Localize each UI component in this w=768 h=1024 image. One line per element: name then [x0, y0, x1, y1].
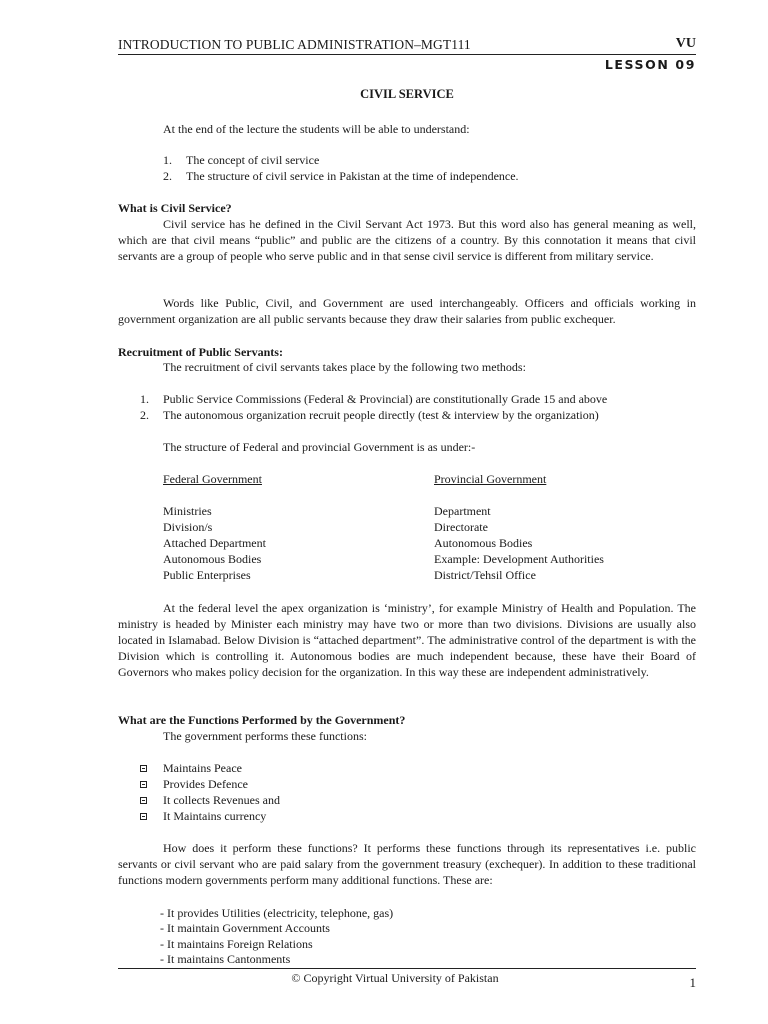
- method-item: Public Service Commissions (Federal & Provincial) are constitutionally Grade 15 and above: [163, 392, 608, 406]
- header-rule: [118, 54, 696, 55]
- section-heading-what-is: What is Civil Service?: [118, 201, 232, 215]
- federal-item: Ministries: [163, 504, 212, 518]
- function-item: It Maintains currency: [163, 809, 267, 823]
- functions-paragraph: [118, 840, 696, 888]
- structure-intro: The structure of Federal and provincial Government is as under:-: [163, 440, 476, 454]
- function-list-item: [140, 776, 147, 792]
- provincial-item: Department: [434, 504, 491, 518]
- additional-function-item: - It maintains Foreign Relations: [160, 937, 313, 951]
- paragraph-text: How does it perform these functions? It performs these functions through its representatives i.e. public servants or civil servant who are paid salary from the government treasury (exchequer). In addition to these traditional functions modern governments perform many additional functions. These are:: [118, 841, 696, 887]
- section-heading-functions: What are the Functions Performed by the Government?: [118, 713, 406, 727]
- paragraph-text: Words like Public, Civil, and Government are used interchangeably. Officers and officials working in government organization are all public servants because they draw their salaries from public exchequer.: [118, 296, 696, 326]
- provincial-heading: Provincial Government: [434, 472, 547, 486]
- square-bullet-icon: [140, 781, 147, 788]
- provincial-item: Autonomous Bodies: [434, 536, 533, 550]
- function-item: Maintains Peace: [163, 761, 242, 775]
- federal-item: Autonomous Bodies: [163, 552, 262, 566]
- intro-text: At the end of the lecture the students will be able to understand:: [163, 122, 470, 136]
- function-list-item: [140, 792, 147, 808]
- function-list-item: [140, 760, 147, 776]
- paragraph-text: At the federal level the apex organization is ‘ministry’, for example Ministry of Health and Population. The ministry is headed by Minister each ministry may have two or more than two divisions. Divisions are usually also located in Islamabad. Below Division is “attached department”. The administrative control of the department is with the Division which is controlling it. Autonomous bodies are much independent because, these have their Board of Governors who makes policy decision for the organization. In this way these are independent administratively.: [118, 601, 696, 679]
- federal-item: Public Enterprises: [163, 568, 251, 582]
- vu-logo-text: VU: [675, 36, 696, 51]
- functions-intro: The government performs these functions:: [163, 729, 367, 743]
- objective-number: 2.: [163, 169, 172, 183]
- footer-rule: [118, 968, 696, 969]
- additional-function-item: - It provides Utilities (electricity, telephone, gas): [160, 906, 394, 920]
- function-list-item: [140, 808, 147, 824]
- federal-paragraph: [118, 600, 696, 680]
- what-is-paragraph-2: [118, 295, 696, 327]
- function-item: It collects Revenues and: [163, 793, 280, 807]
- federal-heading: Federal Government: [163, 472, 262, 486]
- objective-item: The concept of civil service: [186, 153, 320, 167]
- objective-item: The structure of civil service in Pakistan at the time of independence.: [186, 169, 519, 183]
- lesson-number: LESSON 09: [604, 57, 696, 72]
- square-bullet-icon: [140, 797, 147, 804]
- square-bullet-icon: [140, 813, 147, 820]
- recruitment-intro: The recruitment of civil servants takes place by the following two methods:: [163, 360, 526, 374]
- page-title: CIVIL SERVICE: [360, 87, 454, 101]
- square-bullet-icon: [140, 765, 147, 772]
- course-title: INTRODUCTION TO PUBLIC ADMINISTRATION–MGT111: [118, 37, 471, 52]
- page-number: 1: [689, 975, 696, 990]
- provincial-item: Directorate: [434, 520, 488, 534]
- section-heading-recruitment: Recruitment of Public Servants:: [118, 345, 283, 359]
- function-item: Provides Defence: [163, 777, 248, 791]
- method-number: 1.: [140, 392, 149, 406]
- what-is-paragraph-1: [118, 216, 696, 264]
- method-item: The autonomous organization recruit people directly (test & interview by the organization): [163, 408, 599, 422]
- paragraph-text: Civil service has he defined in the Civil Servant Act 1973. But this word also has general meaning as well, which are that civil means “public” and public are the citizens of a country. By this connotation it means that civil servants are a group of people who serve public and in that sense civil service is different from military service.: [118, 217, 696, 263]
- provincial-item: District/Tehsil Office: [434, 568, 536, 582]
- copyright-text: © Copyright Virtual University of Pakistan: [291, 971, 499, 985]
- provincial-item: Example: Development Authorities: [434, 552, 604, 566]
- objective-number: 1.: [163, 153, 172, 167]
- federal-item: Division/s: [163, 520, 213, 534]
- additional-function-item: - It maintains Cantonments: [160, 952, 291, 966]
- federal-item: Attached Department: [163, 536, 266, 550]
- method-number: 2.: [140, 408, 149, 422]
- additional-function-item: - It maintain Government Accounts: [160, 921, 330, 935]
